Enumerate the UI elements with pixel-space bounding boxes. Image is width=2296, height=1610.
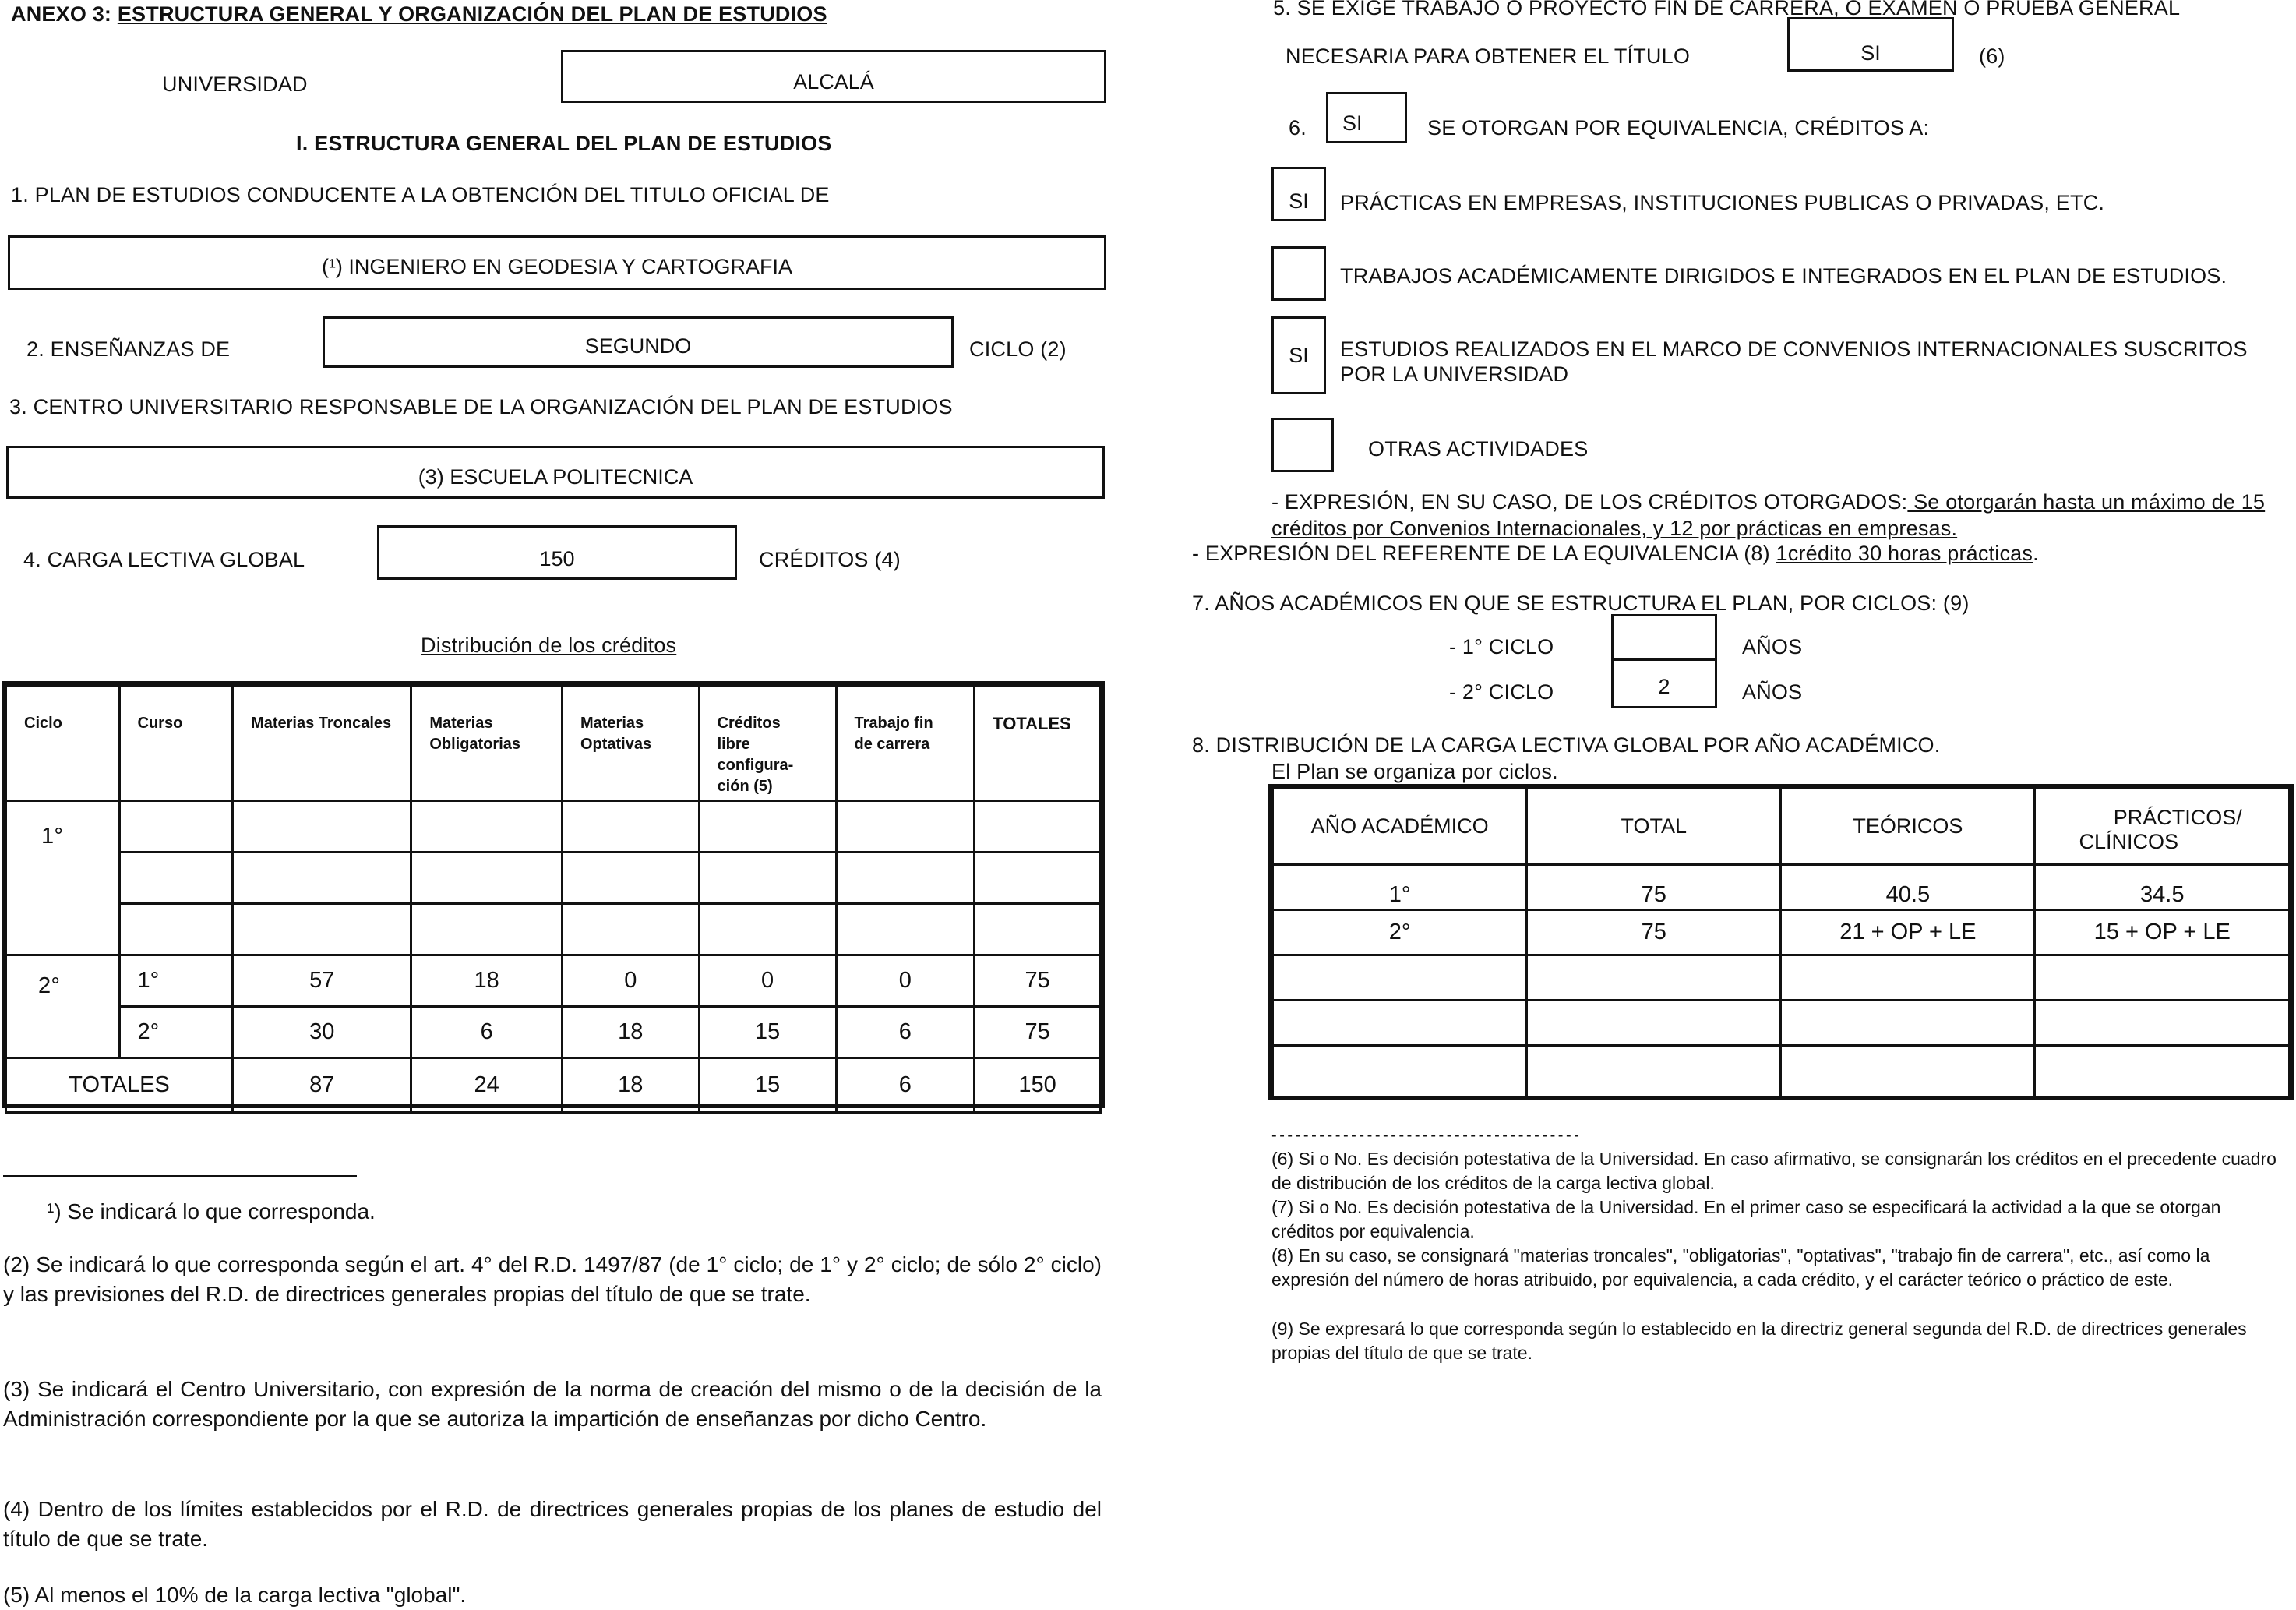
cell: 18 — [562, 1007, 699, 1058]
cycle1-years-label: - 1° CICLO — [1449, 635, 1554, 658]
cell — [1781, 955, 2035, 1001]
header-troncales: Materias Troncales — [233, 686, 411, 801]
item2-label: 2. ENSEÑANZAS DE — [26, 337, 231, 361]
totals-row — [6, 1058, 1101, 1113]
equivalence-label-trabajos: TRABAJOS ACADÉMICAMENTE DIRIGIDOS E INTEGRADOS EN EL PLAN DE ESTUDIOS. — [1340, 264, 2227, 288]
table-row — [6, 853, 1101, 904]
cell: 21 + OP + LE — [1781, 910, 2035, 955]
header-optativas: Materias Optativas — [562, 686, 699, 801]
global-load-field — [377, 525, 737, 580]
cell — [2035, 955, 2290, 1001]
equivalence-box-value: SI — [1289, 343, 1309, 367]
cell: 6 — [411, 1007, 563, 1058]
teaching-cycle-value: SEGUNDO — [584, 334, 692, 358]
cell — [836, 853, 975, 904]
table-row — [1273, 910, 2290, 955]
course-cell: 2° — [119, 1007, 233, 1058]
cell — [562, 801, 699, 853]
university-field — [561, 50, 1106, 103]
year-header-row — [1273, 789, 2290, 865]
header-practical-line1: PRÁCTICOS/ — [2113, 806, 2242, 829]
totals-label: TOTALES — [6, 1058, 233, 1113]
cell: 34.5 — [2035, 865, 2290, 910]
referent-label: - EXPRESIÓN DEL REFERENTE DE LA EQUIVALENCIA (8) — [1192, 542, 1770, 565]
cell: 6 — [836, 1007, 975, 1058]
equivalence-field — [1326, 92, 1407, 143]
cell — [699, 904, 836, 955]
table-row — [1273, 955, 2290, 1001]
item3-label: 3. CENTRO UNIVERSITARIO RESPONSABLE DE LA ORGANIZACIÓN DEL PLAN DE ESTUDIOS — [9, 395, 953, 418]
item4-suffix: CRÉDITOS (4) — [759, 548, 901, 571]
total-cell: 87 — [233, 1058, 411, 1113]
item7-label: 7. AÑOS ACADÉMICOS EN QUE SE ESTRUCTURA EL PLAN, POR CICLOS: (9) — [1192, 591, 1970, 615]
cycle2-label: 2° — [6, 955, 120, 1058]
annex-title: ESTRUCTURA GENERAL Y ORGANIZACIÓN DEL PLAN DE ESTUDIOS — [117, 2, 827, 26]
equivalence-label-practicas: PRÁCTICAS EN EMPRESAS, INSTITUCIONES PUBLICAS O PRIVADAS, ETC. — [1340, 191, 2105, 214]
cell — [975, 801, 1101, 853]
item1-label: 1. PLAN DE ESTUDIOS CONDUCENTE A LA OBTENCIÓN DEL TITULO OFICIAL DE — [11, 183, 830, 207]
item5-line2: NECESARIA PARA OBTENER EL TÍTULO — [1286, 44, 1691, 68]
cell — [562, 904, 699, 955]
distribution-title: Distribución de los créditos — [421, 634, 677, 657]
cycle1-label: 1° — [6, 801, 120, 955]
equivalence-label-convenios: ESTUDIOS REALIZADOS EN EL MARCO DE CONVENIOS INTERNACIONALES SUSCRITOS POR LA UNIVERSIDAD — [1340, 337, 2248, 386]
cycle1-years-field — [1611, 614, 1717, 661]
footnote-7: (7) Si o No. Es decisión potestativa de la Universidad. En el primer caso se especificará la actividad a la que se otorgan créditos por equivalencia. — [1271, 1197, 2221, 1241]
credits-table — [5, 684, 1102, 1114]
annex-heading — [11, 2, 827, 26]
header-practical-line2: CLÍNICOS — [2079, 830, 2179, 853]
referent-line — [1192, 541, 2039, 566]
footnote-separator: - - - - - - - - - - - - - - - - - - - - - - - - - - - - - - - - - - - - - - - — [1271, 1127, 1578, 1144]
total-cell: 15 — [699, 1058, 836, 1113]
global-load-value: 150 — [539, 546, 575, 570]
expression-label: - EXPRESIÓN, EN SU CASO, DE LOS CRÉDITOS OTORGADOS: — [1271, 490, 1908, 514]
cell: 18 — [411, 955, 563, 1007]
header-theoretical: TEÓRICOS — [1781, 789, 2035, 865]
item4-label: 4. CARGA LECTIVA GLOBAL — [23, 548, 305, 571]
cell — [411, 853, 563, 904]
equivalence-value: SI — [1342, 111, 1363, 135]
header-totales: TOTALES — [975, 686, 1101, 801]
final-project-value: SI — [1860, 41, 1881, 65]
footnote-9: (9) Se expresará lo que corresponda según lo establecido en la directriz general segunda del R.D. de directrices generales propias del título de que se trate. — [1271, 1319, 2247, 1363]
header-ciclo: Ciclo — [6, 686, 120, 801]
cell — [1273, 1001, 1527, 1046]
item5-note: (6) — [1979, 44, 2005, 68]
header-obligatorias: Materias Obligatorias — [411, 686, 563, 801]
equivalence-box-otras — [1271, 418, 1334, 472]
table-row — [6, 1007, 1101, 1058]
credits-header-row — [6, 686, 1101, 801]
cell: 75 — [975, 955, 1101, 1007]
referent-end: . — [2033, 542, 2039, 565]
cycle2-years-label: - 2° CICLO — [1449, 680, 1554, 704]
university-label: UNIVERSIDAD — [162, 72, 308, 96]
cell — [411, 801, 563, 853]
cell: 30 — [233, 1007, 411, 1058]
cell — [1781, 1001, 2035, 1046]
cell — [1273, 1046, 1527, 1097]
cell — [699, 853, 836, 904]
item2-suffix: CICLO (2) — [969, 337, 1067, 361]
equivalence-label-otras: OTRAS ACTIVIDADES — [1368, 437, 1589, 461]
cell — [233, 801, 411, 853]
cell — [1527, 955, 1781, 1001]
cell: 75 — [1527, 865, 1781, 910]
total-cell: 150 — [975, 1058, 1101, 1113]
cell: 0 — [562, 955, 699, 1007]
cell: 1° — [1273, 865, 1527, 910]
center-value: (3) ESCUELA POLITECNICA — [418, 464, 693, 489]
cell — [1527, 1001, 1781, 1046]
center-field — [6, 446, 1105, 499]
cell: 75 — [1527, 910, 1781, 955]
table-row — [6, 801, 1101, 853]
cell — [119, 904, 233, 955]
header-year: AÑO ACADÉMICO — [1273, 789, 1527, 865]
footnote-6: (6) Si o No. Es decisión potestativa de la Universidad. En caso afirmativo, se consignarán los créditos en el precedente cuadro de distribución de los créditos de la carga lectiva global. — [1271, 1149, 2277, 1193]
cell — [2035, 1001, 2290, 1046]
equivalence-box-practicas — [1271, 167, 1326, 221]
cell: 15 + OP + LE — [2035, 910, 2290, 955]
header-practical — [2035, 789, 2290, 865]
cell — [699, 801, 836, 853]
referent-value: 1crédito 30 horas prácticas — [1776, 542, 2033, 565]
teaching-cycle-field — [323, 316, 954, 368]
total-cell: 18 — [562, 1058, 699, 1113]
item5-line1: 5. SE EXIGE TRABAJO O PROYECTO FIN DE CARRERA, O EXAMEN O PRUEBA GENERAL — [1273, 0, 2181, 19]
cycle2-years-value: 2 — [1658, 674, 1670, 698]
cycle1-years-unit: AÑOS — [1742, 635, 1803, 658]
cell: 57 — [233, 955, 411, 1007]
footnote-rule — [3, 1175, 357, 1177]
item8-sub: El Plan se organiza por ciclos. — [1271, 760, 1558, 783]
cell: 0 — [836, 955, 975, 1007]
cell — [1527, 1046, 1781, 1097]
expression-value-1: Se otorgarán hasta un máximo de 15 — [1907, 490, 2266, 514]
annex-label: ANEXO 3: — [11, 2, 112, 26]
cycle2-years-field — [1611, 658, 1717, 708]
cell — [836, 904, 975, 955]
item8-label: 8. DISTRIBUCIÓN DE LA CARGA LECTIVA GLOBAL POR AÑO ACADÉMICO. — [1192, 733, 1941, 757]
cell — [975, 904, 1101, 955]
cell: 75 — [975, 1007, 1101, 1058]
header-libre-configuracion: Créditos libre configura- ción (5) — [699, 686, 836, 801]
footnote-5: (5) Al menos el 10% de la carga lectiva "global". — [3, 1583, 467, 1607]
footnote-8: (8) En su caso, se consignará "materias troncales", "obligatorias", "optativas", "trabajo fin de carrera", etc., así como la expresión del número de horas atribuido, por equivalencia, a cada crédito, y el carácter teórico o práctico de este. — [1271, 1245, 2210, 1290]
footnote-3: (3) Se indicará el Centro Universitario, con expresión de la norma de creación del mismo o de la decisión de la Administración correspondiente por la que se autoriza la impartición de enseñanzas por dicho Centro. — [3, 1377, 1102, 1431]
cell: 0 — [699, 955, 836, 1007]
cell — [119, 853, 233, 904]
year-distribution-table — [1271, 787, 2291, 1098]
cycle2-years-unit: AÑOS — [1742, 680, 1803, 704]
cell — [836, 801, 975, 853]
footnote-2: (2) Se indicará lo que corresponda según el art. 4° del R.D. 1497/87 (de 1° ciclo; de 1° y 2° ciclo; de sólo 2° ciclo) y las previsiones del R.D. de directrices generales propias del título de que se trate. — [3, 1252, 1102, 1306]
table-row — [1273, 865, 2290, 910]
equivalence-box-convenios — [1271, 316, 1326, 394]
cell — [1781, 1046, 2035, 1097]
cell — [233, 853, 411, 904]
header-trabajo-fin: Trabajo fin de carrera — [836, 686, 975, 801]
degree-title-value: (¹) INGENIERO EN GEODESIA Y CARTOGRAFIA — [321, 254, 793, 278]
cell: 40.5 — [1781, 865, 2035, 910]
header-total: TOTAL — [1527, 789, 1781, 865]
header-curso: Curso — [119, 686, 233, 801]
cell — [562, 853, 699, 904]
table-row — [1273, 1001, 2290, 1046]
cell — [1273, 955, 1527, 1001]
cell: 2° — [1273, 910, 1527, 955]
equivalence-box-trabajos — [1271, 246, 1326, 301]
footnote-4: (4) Dentro de los límites establecidos por el R.D. de directrices generales propias de los planes de estudio del título de que se trate. — [3, 1497, 1102, 1551]
cell — [2035, 1046, 2290, 1097]
section-heading: I. ESTRUCTURA GENERAL DEL PLAN DE ESTUDIOS — [296, 132, 832, 155]
university-value: ALCALÁ — [793, 69, 874, 94]
cell — [119, 801, 233, 853]
item6-number: 6. — [1289, 116, 1307, 139]
total-cell: 24 — [411, 1058, 563, 1113]
final-project-field — [1787, 17, 1954, 72]
cell — [975, 853, 1101, 904]
expression-line1 — [1271, 489, 2265, 514]
cell — [411, 904, 563, 955]
cell — [233, 904, 411, 955]
table-row — [6, 904, 1101, 955]
cell: 15 — [699, 1007, 836, 1058]
total-cell: 6 — [836, 1058, 975, 1113]
degree-title-field — [8, 235, 1106, 290]
equivalence-box-value: SI — [1289, 189, 1309, 213]
table-row — [1273, 1046, 2290, 1097]
table-row — [6, 955, 1101, 1007]
footnote-1: ¹) Se indicará lo que corresponda. — [47, 1199, 376, 1223]
item6-label: SE OTORGAN POR EQUIVALENCIA, CRÉDITOS A: — [1427, 116, 1930, 139]
course-cell: 1° — [119, 955, 233, 1007]
expression-value-2: créditos por Convenios Internacionales, y 12 por prácticas en empresas. — [1271, 517, 1958, 540]
